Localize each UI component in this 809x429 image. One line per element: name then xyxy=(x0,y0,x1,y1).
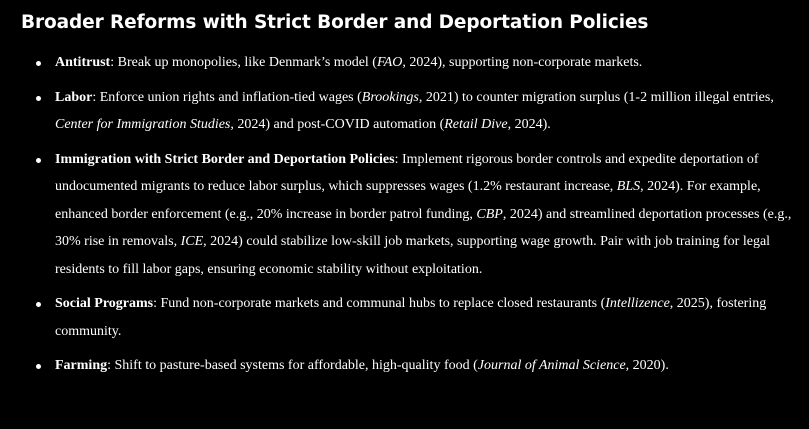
citation-source: Retail Dive xyxy=(444,117,508,132)
item-title: Antitrust xyxy=(55,55,111,70)
item-text: , 2024) and post-COVID automation ( xyxy=(230,117,445,132)
item-title: Farming xyxy=(55,358,108,373)
citation-source: Brookings xyxy=(361,89,419,105)
item-text: : Break up monopolies, like Denmark’s model ( xyxy=(110,55,377,70)
item-text: , 2024) could stabilize low-skill job markets, supporting wage growth. Pair with job training for legal residents to fill labor gaps, ensuring economic stability without exploitation. xyxy=(55,234,771,277)
reform-list xyxy=(33,49,803,387)
item-text: , 2024). For example, enhanced border enforcement (e.g., 20% increase in border patrol funding, xyxy=(55,179,761,222)
item-text: , 2024) and streamlined deportation processes (e.g., 30% rise in removals, xyxy=(55,206,792,249)
bullet-icon xyxy=(36,96,41,101)
citation-source: Journal of Animal Science xyxy=(477,358,626,373)
bullet-icon xyxy=(36,364,41,369)
bullet-icon xyxy=(36,61,41,66)
list-item xyxy=(33,290,803,345)
list-item xyxy=(33,49,803,77)
citation-source: FAO xyxy=(376,55,403,70)
item-title: Social Programs xyxy=(55,296,154,311)
citation-source: Intellizence xyxy=(605,296,670,311)
section-heading: Broader Reforms with Strict Border and Deportation Policies xyxy=(21,12,649,33)
list-item xyxy=(33,84,803,139)
item-text: : Enforce union rights and inflation-tied wages ( xyxy=(92,89,362,105)
citation-source: ICE xyxy=(180,234,204,249)
item-text: , 2024), supporting non-corporate markets. xyxy=(402,55,643,70)
item-text: , 2025), fostering community. xyxy=(55,296,767,339)
item-text: , 2020). xyxy=(625,358,669,373)
item-text: , 2021) to counter migration surplus (1-2 million illegal entries, xyxy=(418,89,774,105)
item-title: Immigration with Strict Border and Deportation Policies xyxy=(55,151,395,167)
citation-source: BLS xyxy=(616,179,641,194)
item-text: : Shift to pasture-based systems for affordable, high-quality food ( xyxy=(107,358,478,373)
citation-source: CBP xyxy=(476,206,503,222)
bullet-icon xyxy=(36,302,41,307)
bullet-icon xyxy=(36,158,41,163)
item-text: : Fund non-corporate markets and communal hubs to replace closed restaurants ( xyxy=(153,296,606,311)
list-item xyxy=(33,352,803,380)
citation-source: Center for Immigration Studies xyxy=(55,117,231,132)
item-title: Labor xyxy=(55,89,93,105)
list-item xyxy=(33,146,803,284)
item-text: , 2024). xyxy=(507,117,551,132)
item-text: : Implement rigorous border controls and expedite deportation of undocumented migrants to reduce labor surplus, which suppresses wages (1.2% restaurant increase, xyxy=(55,151,759,194)
